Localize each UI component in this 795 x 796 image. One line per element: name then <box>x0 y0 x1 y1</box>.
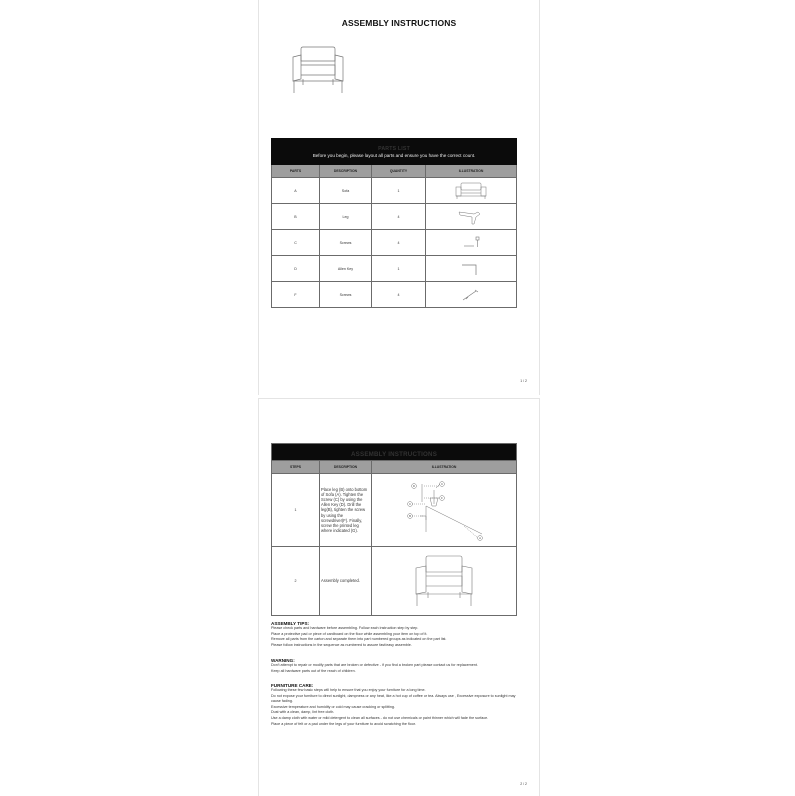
part-illustration <box>426 178 517 204</box>
part-quantity: 1 <box>372 178 426 204</box>
step-number: 1 <box>272 474 320 547</box>
table-row <box>272 178 517 204</box>
column-header-steps: STEPS <box>272 461 320 474</box>
part-description: Screws <box>320 230 372 256</box>
column-header-parts: PARTS <box>272 165 320 178</box>
document-page-1 <box>258 0 540 395</box>
parts-list-subtitle: Before you begin, please layout all parts and ensure you have the correct count. <box>312 153 476 158</box>
sofa-icon <box>454 182 488 200</box>
list-item: Following these few basic steps will help to ensure that you enjoy your furniture for a long time. <box>271 688 426 692</box>
assembly-tips-heading: ASSEMBLY TIPS: <box>271 621 310 626</box>
leg-attachment-diagram <box>394 476 494 544</box>
furniture-care-section <box>271 683 521 727</box>
table-row <box>272 474 517 547</box>
list-item: Place a protective pad or piece of cardboard on the floor while assembling your item on top of it. <box>271 631 428 636</box>
part-label: A <box>272 178 320 204</box>
warning-section <box>271 658 521 674</box>
list-item: Keep all hardware parts out of the reach of children. <box>271 668 356 673</box>
furniture-care-heading: FURNITURE CARE: <box>271 683 314 688</box>
table-row <box>272 282 517 308</box>
part-label: B <box>272 204 320 230</box>
allen-key-icon <box>454 260 488 278</box>
part-quantity: 1 <box>372 256 426 282</box>
page-number: 1 / 2 <box>520 379 527 383</box>
svg-text:A: A <box>479 536 481 540</box>
svg-text:C: C <box>409 502 412 506</box>
list-item: Use a damp cloth with water or mild detergent to clean all surfaces - do not use chemicals or paint thinner which will fade the surface. <box>271 715 489 720</box>
part-label: F <box>272 282 320 308</box>
page-title: ASSEMBLY INSTRUCTIONS <box>341 18 457 28</box>
part-description: Leg <box>320 204 372 230</box>
step-number: 2 <box>272 547 320 616</box>
document-page-2 <box>258 398 540 796</box>
column-header-description: DESCRIPTION <box>320 461 372 474</box>
list-item: Place a piece of felt or a pad under the legs of your furniture to avoid scratching the floor. <box>271 721 416 726</box>
assembly-tips-section <box>271 621 521 648</box>
column-header-illustration: ILLUSTRATION <box>426 165 517 178</box>
parts-list-table <box>271 138 517 308</box>
list-item: Please check parts and hardware before assembling. Follow each instruction step by step. <box>271 626 419 630</box>
sofa-illustration <box>289 45 347 95</box>
part-description: Allen Key <box>320 256 372 282</box>
page-title: ASSEMBLY INSTRUCTIONS <box>351 450 438 458</box>
parts-list-header <box>272 139 517 165</box>
column-header-illustration: ILLUSTRATION <box>372 461 517 474</box>
list-item: Excessive temperature and humidity or cold may cause cracking or splitting. <box>271 704 395 709</box>
svg-text:D: D <box>413 484 416 488</box>
table-row <box>272 256 517 282</box>
page-number: 2 / 2 <box>520 782 527 786</box>
part-illustration <box>426 282 517 308</box>
list-item: Do not expose your furniture to direct sunlight, dampness or any heat, like a hot cup of coffee or tea. Always use , Excessive exposure to sunlight may cause fading. <box>271 693 516 704</box>
part-illustration <box>426 256 517 282</box>
leg-icon <box>454 208 488 226</box>
svg-text:B: B <box>409 514 411 518</box>
part-quantity: 4 <box>372 282 426 308</box>
part-description: Screws <box>320 282 372 308</box>
list-item: Please follow instructions in the sequence as numbered to assure fast/easy assemble. <box>271 642 412 647</box>
step-description: Assembly completed. <box>320 547 372 616</box>
column-header-quantity: QUANTITY <box>372 165 426 178</box>
part-quantity: 4 <box>372 204 426 230</box>
table-row <box>272 230 517 256</box>
assembly-steps-table <box>271 443 517 616</box>
part-label: C <box>272 230 320 256</box>
list-item: Don't attempt to repair or modify parts that are broken or defective - if you find a broken part please contact us for replacement. <box>271 663 478 667</box>
step-illustration <box>372 474 517 547</box>
screw-icon <box>454 286 488 304</box>
table-row <box>272 547 517 616</box>
screw-icon <box>454 234 488 252</box>
warning-heading: WARNING: <box>271 658 295 663</box>
part-label: D <box>272 256 320 282</box>
svg-text:F: F <box>441 496 443 500</box>
part-illustration <box>426 204 517 230</box>
step-description: Place leg (B) onto bottom of Sofa (A). Tighten the Screw (C) by using the Allen Key (D). Drill the leg(B), tighten the screw by using the screwdriver(F). Finally, screw the printed leg where indicated (G). <box>320 474 372 547</box>
table-row <box>272 204 517 230</box>
part-quantity: 4 <box>372 230 426 256</box>
list-item: Dust with a clean, damp, lint free cloth. <box>271 710 335 715</box>
list-item: Remove all parts from the carton and separate them into part numbered groups as indicated on the part list. <box>271 637 447 642</box>
svg-text:C: C <box>441 482 444 486</box>
assembly-instructions-header <box>272 444 517 461</box>
part-description: Sofa <box>320 178 372 204</box>
column-header-description: DESCRIPTION <box>320 165 372 178</box>
part-illustration <box>426 230 517 256</box>
step-illustration <box>372 547 517 616</box>
assembled-sofa-illustration <box>412 554 476 608</box>
parts-list-title: PARTS LIST <box>378 146 410 152</box>
